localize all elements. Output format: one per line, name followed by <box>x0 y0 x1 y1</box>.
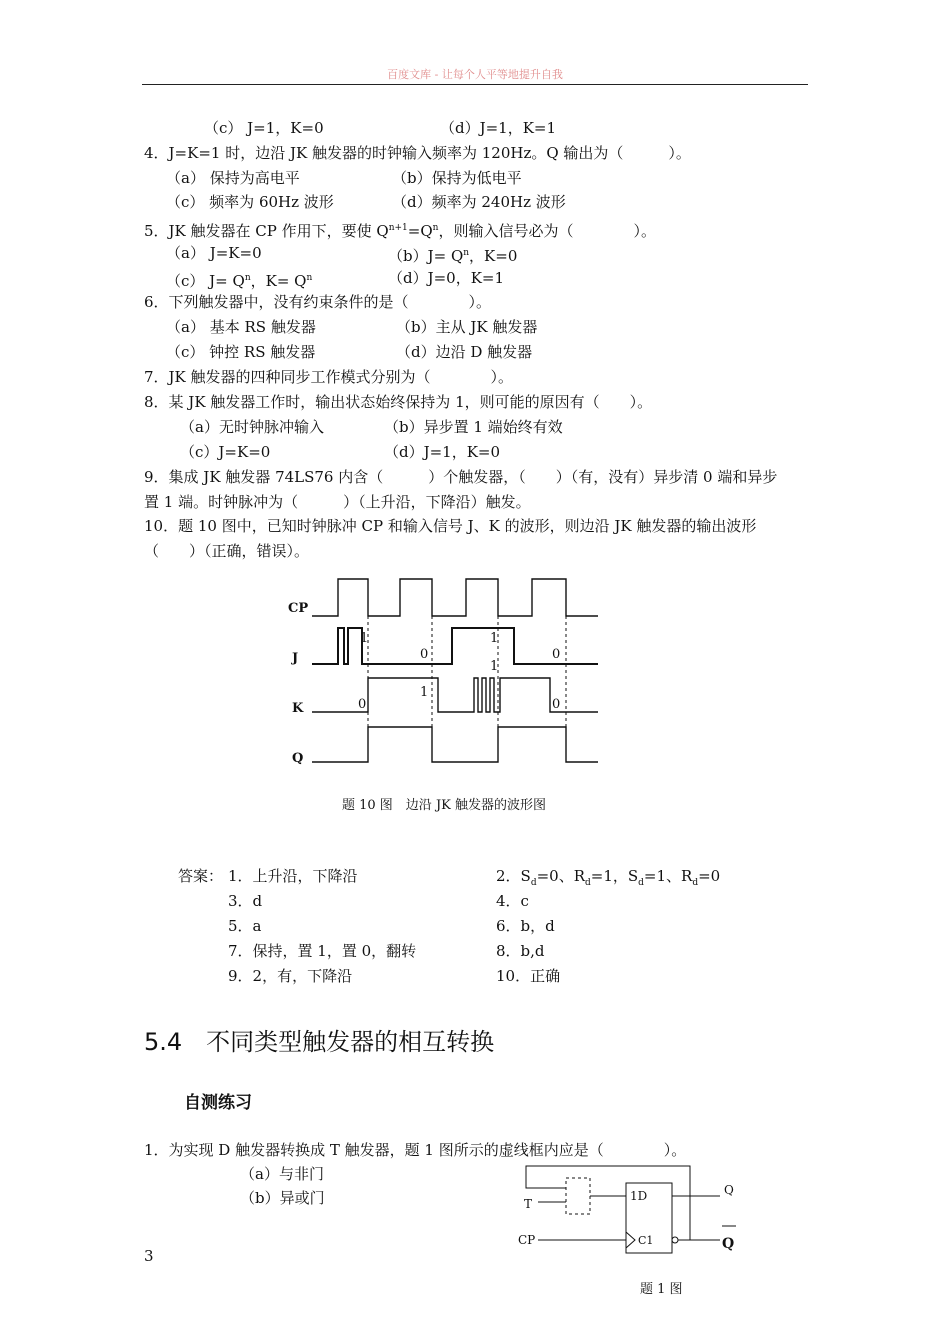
q6-option-d: （d）边沿 D 触发器 <box>396 343 533 361</box>
q9-line2: 置 1 端。时钟脉冲为（ ）（上升沿，下降沿）触发。 <box>144 493 531 511</box>
q10-line2: （ ）（正确，错误）。 <box>144 542 310 560</box>
figure1-caption: 题 1 图 <box>640 1282 683 1297</box>
q10-line1: 10．题 10 图中，已知时钟脉冲 CP 和输入信号 J、K 的波形，则边沿 JK 触发器的输出波形 <box>144 517 757 535</box>
q5-option-a: （a） J=K=0 <box>166 244 262 262</box>
q4-option-a: （a） 保持为高电平 <box>166 169 300 187</box>
level-mark: 1 <box>360 631 369 646</box>
q5-option-c: （c） $J= Q^n$，$K= Q^n$ <box>166 272 313 290</box>
level-mark: 0 <box>358 697 367 712</box>
d-to-t-circuit <box>510 1158 750 1258</box>
cp-waveform <box>312 579 598 616</box>
q8-option-c: （c）J=K=0 <box>180 443 271 461</box>
q4-option-c: （c） 频率为 60Hz 波形 <box>166 193 334 211</box>
answer-10: 10．正确 <box>496 967 561 985</box>
output-label-qbar: Q <box>722 1236 735 1252</box>
page-header: 百度文库 - 让每个人平等地提升自我 <box>387 68 563 81</box>
level-mark: 1 <box>490 631 499 646</box>
q3-option-c: （c） J=1，K=0 <box>204 119 324 137</box>
q6-option-c: （c） 钟控 RS 触发器 <box>166 343 316 361</box>
q3-option-d: （d）J=1，K=1 <box>440 119 557 137</box>
answer-2: 2．$S_d=0$、$R_d=1$，$S_d=1$、$R_d=0$ <box>496 867 721 888</box>
q6-option-b: （b）主从 JK 触发器 <box>396 318 538 336</box>
level-mark: 0 <box>552 697 561 712</box>
output-label-q: Q <box>724 1183 734 1197</box>
s1-option-a: （a）与非门 <box>240 1165 324 1183</box>
subsection-heading: 自测练习 <box>184 1093 252 1113</box>
s1-stem: 1．为实现 D 触发器转换成 T 触发器，题 1 图所示的虚线框内应是（ ）。 <box>144 1141 687 1159</box>
header-rule <box>142 84 808 85</box>
pin-label-clock: C1 <box>638 1234 654 1247</box>
q7-stem: 7．JK 触发器的四种同步工作模式分别为（ ）。 <box>144 368 514 386</box>
q5-option-b: $(b)J= Q^n$，K=0 <box>388 247 518 265</box>
answer-1: 1．上升沿，下降沿 <box>228 867 358 885</box>
q4-option-b: （b）保持为低电平 <box>392 169 522 187</box>
q8-option-d: （d）J=1，K=0 <box>384 443 501 461</box>
q6-stem: 6．下列触发器中，没有约束条件的是（ ）。 <box>144 293 492 311</box>
waveform-diagram <box>280 570 610 780</box>
answer-3: 3．d <box>228 892 263 910</box>
section-heading: 5.4 不同类型触发器的相互转换 <box>144 1028 495 1056</box>
answer-7: 7．保持，置 1，置 0，翻转 <box>228 942 417 960</box>
q4-option-d: （d）频率为 240Hz 波形 <box>392 193 566 211</box>
q-waveform <box>312 727 598 762</box>
dashed-gate-box <box>566 1178 590 1214</box>
answer-6: 6．b，d <box>496 917 555 935</box>
level-mark: 1 <box>490 659 499 674</box>
signal-label-cp: CP <box>288 601 309 616</box>
q6-option-a: （a） 基本 RS 触发器 <box>166 318 316 336</box>
signal-label-q: Q <box>292 751 304 766</box>
signal-label-k: K <box>292 701 304 716</box>
answers-title: 答案： <box>178 867 224 885</box>
level-mark: 0 <box>420 647 429 662</box>
figure10-caption: 题 10 图 边沿 JK 触发器的波形图 <box>342 798 546 813</box>
answer-8: 8．b,d <box>496 942 545 960</box>
q5-option-d: （d）J=0，K=1 <box>388 269 505 287</box>
answer-4: 4．c <box>496 892 529 910</box>
answer-9: 9．2，有，下降沿 <box>228 967 353 985</box>
signal-label-j: J <box>292 651 299 666</box>
pin-label-d: 1D <box>630 1189 648 1203</box>
s1-option-b: （b）异或门 <box>240 1189 325 1207</box>
q9-line1: 9．集成 JK 触发器 74LS76 内含（ ）个触发器，（ ）（有，没有）异步清 0 端和异步 <box>144 468 778 486</box>
q5-stem: 5．JK 触发器在 CP 作用下，要使 $Q^{n+1}=Q^n$，则输入信号必为（ ）。 <box>144 222 656 240</box>
input-label-cp: CP <box>518 1233 536 1247</box>
q8-option-a: （a）无时钟脉冲输入 <box>180 418 324 436</box>
level-mark: 1 <box>420 685 429 700</box>
input-label-t: T <box>524 1197 533 1211</box>
q4-stem: 4．J=K=1 时，边沿 JK 触发器的时钟输入频率为 120Hz。Q 输出为（ ）。 <box>144 144 691 162</box>
q8-stem: 8．某 JK 触发器工作时，输出状态始终保持为 1，则可能的原因有（ ）。 <box>144 393 653 411</box>
level-mark: 0 <box>552 647 561 662</box>
answer-5: 5．a <box>228 917 262 935</box>
q8-option-b: （b）异步置 1 端始终有效 <box>384 418 563 436</box>
page-number: 3 <box>144 1247 154 1265</box>
